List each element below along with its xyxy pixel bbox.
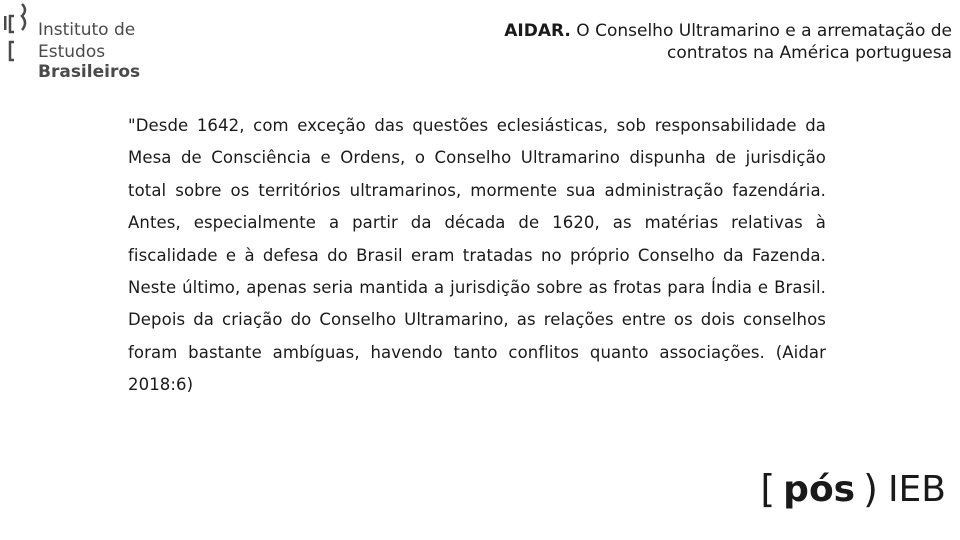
header-title-line-2: contratos na América portuguesa (667, 43, 952, 63)
logo-close-bracket: ) (863, 467, 878, 511)
pos-ieb-logo (760, 466, 946, 512)
header-author: AIDAR. (504, 21, 571, 41)
logo-word-brasileiros: Brasileiros (38, 62, 141, 82)
logo-word-pos: pós (783, 468, 856, 510)
logo-acronym: IEB (887, 468, 946, 510)
logo-line-1: Instituto de (38, 20, 136, 40)
ieb-logo-top (0, 0, 210, 82)
header-title-line-1: O Conselho Ultramarino e a arrematação de (576, 21, 952, 41)
logo-line-2 (38, 42, 210, 82)
logo-word-estudos: Estudos (38, 42, 106, 62)
quote-text: "Desde 1642, com exceção das questões eclesiásticas, sob responsabilidade da Mesa de Consciência e Ordens, o Conselho Ultramarino dispunha de jurisdição total sobre os territórios ultramarinos, mormente sua administração fazendária. Antes, especialmente a partir da década de 1620, as matérias relativas à fiscalidade e à defesa do Brasil eram tratadas no próprio Conselho da Fazenda. Neste último, apenas seria mantida a jurisdição sobre as frotas para Índia e Brasil. Depois da criação do Conselho Ultramarino, as relações entre os dois conselhos foram bastante ambíguas, havendo tanto conflitos quanto associações. (Aidar 2018:6) (128, 116, 826, 395)
slide-header (352, 20, 952, 64)
bracket-logo-icon (4, 2, 32, 62)
logo-open-bracket: [ (760, 467, 776, 511)
